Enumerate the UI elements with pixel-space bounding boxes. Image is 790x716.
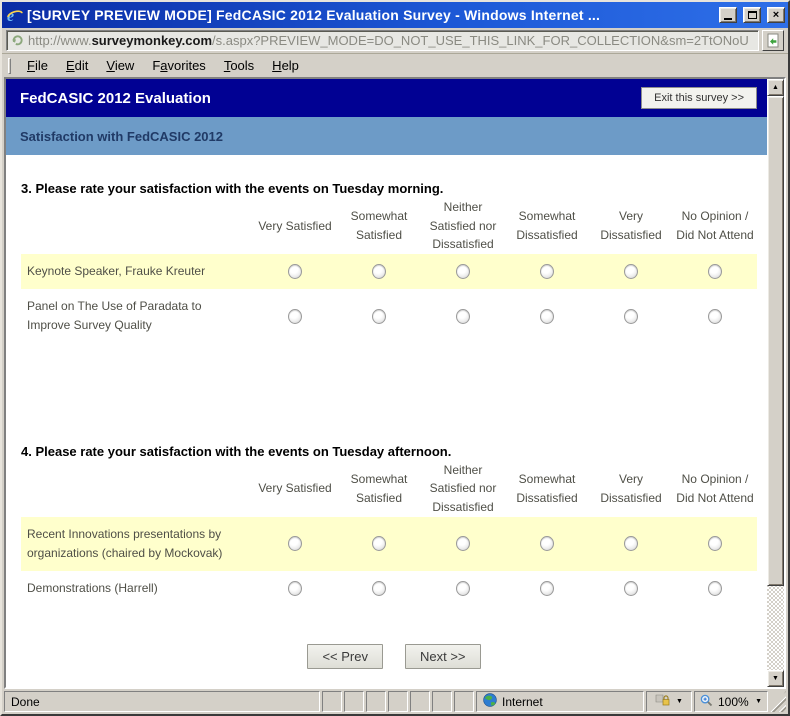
radio-button[interactable] xyxy=(540,309,554,324)
option-header: Somewhat Satisfied xyxy=(350,471,408,505)
menu-view[interactable]: View xyxy=(106,58,135,73)
internet-explorer-icon xyxy=(6,7,23,24)
radio-button[interactable] xyxy=(288,309,302,324)
row-label: Demonstrations (Harrell) xyxy=(27,580,158,595)
radio-button[interactable] xyxy=(288,581,302,596)
radio-button[interactable] xyxy=(624,536,638,551)
option-header: Somewhat Satisfied xyxy=(350,209,408,242)
radio-button[interactable] xyxy=(708,536,722,551)
question-3-title: 3. Please rate your satisfaction with the events on Tuesday morning. xyxy=(21,181,444,196)
vertical-scrollbar[interactable] xyxy=(767,79,784,687)
row-label: Recent Innovations presentations by organizations (chaired by Mockovak) xyxy=(27,526,223,560)
url-domain: surveymonkey.com xyxy=(91,33,213,48)
table-row xyxy=(21,289,757,343)
radio-button[interactable] xyxy=(372,264,386,279)
security-lock-icon xyxy=(655,694,671,710)
status-pane xyxy=(432,691,452,712)
option-header: No Opinion / Did Not Attend xyxy=(676,471,754,505)
option-header: Neither Satisfied nor Dissatisfied xyxy=(429,462,497,514)
radio-button[interactable] xyxy=(540,264,554,279)
title-bar xyxy=(2,2,788,28)
radio-button[interactable] xyxy=(456,581,470,596)
menu-favorites[interactable]: Favorites xyxy=(152,58,206,73)
page-refresh-icon xyxy=(11,33,24,49)
option-header: Very Dissatisfied xyxy=(600,471,662,505)
url-path: /s.aspx?PREVIEW_MODE=DO_NOT_USE_THIS_LINK_FOR_COLLECTION&sm=2TtONoU xyxy=(212,33,749,48)
table-row xyxy=(21,517,757,571)
status-bar xyxy=(2,689,788,714)
survey-section-band xyxy=(6,117,767,155)
security-zone-pane: Internet xyxy=(476,691,644,712)
row-label: Panel on The Use of Paradata to Improve Survey Quality xyxy=(27,299,202,333)
table-row xyxy=(21,254,757,289)
question-4-title: 4. Please rate your satisfaction with the events on Tuesday afternoon. xyxy=(21,443,452,459)
radio-button[interactable] xyxy=(624,581,638,596)
toolbar-grip[interactable] xyxy=(8,58,11,74)
go-page-icon xyxy=(767,33,780,48)
address-bar xyxy=(2,28,788,54)
question-3-option-headers xyxy=(21,198,767,254)
survey-header-band xyxy=(6,79,767,117)
maximize-button[interactable] xyxy=(743,7,761,23)
question-3 xyxy=(21,181,767,344)
menu-file[interactable]: File xyxy=(27,58,48,73)
option-header: Somewhat Dissatisfied xyxy=(516,209,578,242)
option-header: Somewhat Dissatisfied xyxy=(516,471,578,505)
radio-button[interactable] xyxy=(372,536,386,551)
maximize-icon xyxy=(748,11,757,19)
radio-button[interactable] xyxy=(288,536,302,551)
option-header: No Opinion / Did Not Attend xyxy=(676,209,754,242)
resize-grip[interactable] xyxy=(770,691,786,712)
radio-button[interactable] xyxy=(372,581,386,596)
menu-help[interactable]: Help xyxy=(272,58,299,73)
status-pane xyxy=(410,691,430,712)
scroll-down-button[interactable]: ▼ xyxy=(767,670,784,687)
option-header: Neither Satisfied nor Dissatisfied xyxy=(429,200,497,252)
status-pane xyxy=(322,691,342,712)
next-button[interactable]: Next >> xyxy=(405,644,481,669)
radio-button[interactable] xyxy=(708,264,722,279)
page-title: Satisfaction with FedCASIC 2012 xyxy=(20,128,223,144)
close-button[interactable]: × xyxy=(767,7,785,23)
window-title: [SURVEY PREVIEW MODE] FedCASIC 2012 Evaluation Survey - Windows Internet ... xyxy=(27,7,601,23)
table-row xyxy=(21,571,757,606)
minimize-button[interactable] xyxy=(719,7,737,23)
dropdown-arrow-icon: ▼ xyxy=(755,698,762,705)
scroll-up-button[interactable]: ▲ xyxy=(767,79,784,96)
globe-icon xyxy=(483,693,497,710)
status-pane xyxy=(454,691,474,712)
radio-button[interactable] xyxy=(708,581,722,596)
option-header: Very Dissatisfied xyxy=(600,209,662,242)
status-pane xyxy=(366,691,386,712)
protected-mode-pane[interactable] xyxy=(646,691,692,712)
zoom-magnifier-icon xyxy=(700,694,713,710)
zoom-control-pane[interactable] xyxy=(694,691,768,712)
url-field[interactable] xyxy=(6,30,759,51)
navigation-buttons xyxy=(21,644,767,669)
radio-button[interactable] xyxy=(456,309,470,324)
radio-button[interactable] xyxy=(288,264,302,279)
option-header: Very Satisfied xyxy=(258,481,332,496)
scrollbar-thumb[interactable] xyxy=(767,96,784,586)
option-header: Very Satisfied xyxy=(258,218,332,233)
status-pane xyxy=(344,691,364,712)
url-prefix: http://www. xyxy=(28,33,92,48)
menu-tools[interactable]: Tools xyxy=(223,58,255,73)
radio-button[interactable] xyxy=(372,309,386,324)
svg-text:e: e xyxy=(7,7,15,24)
radio-button[interactable] xyxy=(540,536,554,551)
radio-button[interactable] xyxy=(708,309,722,324)
question-4 xyxy=(21,444,767,607)
radio-button[interactable] xyxy=(456,264,470,279)
radio-button[interactable] xyxy=(456,536,470,551)
radio-button[interactable] xyxy=(624,264,638,279)
content-frame xyxy=(4,77,786,689)
exit-survey-button[interactable]: Exit this survey >> xyxy=(641,87,757,109)
zoom-level: 100% xyxy=(718,694,749,709)
minimize-icon xyxy=(724,18,732,20)
radio-button[interactable] xyxy=(540,581,554,596)
dropdown-arrow-icon: ▼ xyxy=(676,698,683,705)
menu-bar xyxy=(2,54,788,77)
menu-edit[interactable]: Edit xyxy=(65,58,89,73)
status-text-pane: Done xyxy=(4,691,320,712)
radio-button[interactable] xyxy=(624,309,638,324)
status-pane xyxy=(388,691,408,712)
survey-body xyxy=(6,155,767,669)
go-button[interactable] xyxy=(762,30,784,51)
question-4-option-headers xyxy=(21,461,767,517)
row-label: Keynote Speaker, Frauke Kreuter xyxy=(27,264,206,278)
prev-button[interactable]: << Prev xyxy=(307,644,383,669)
survey-title: FedCASIC 2012 Evaluation xyxy=(20,89,211,107)
survey-page xyxy=(6,79,767,687)
